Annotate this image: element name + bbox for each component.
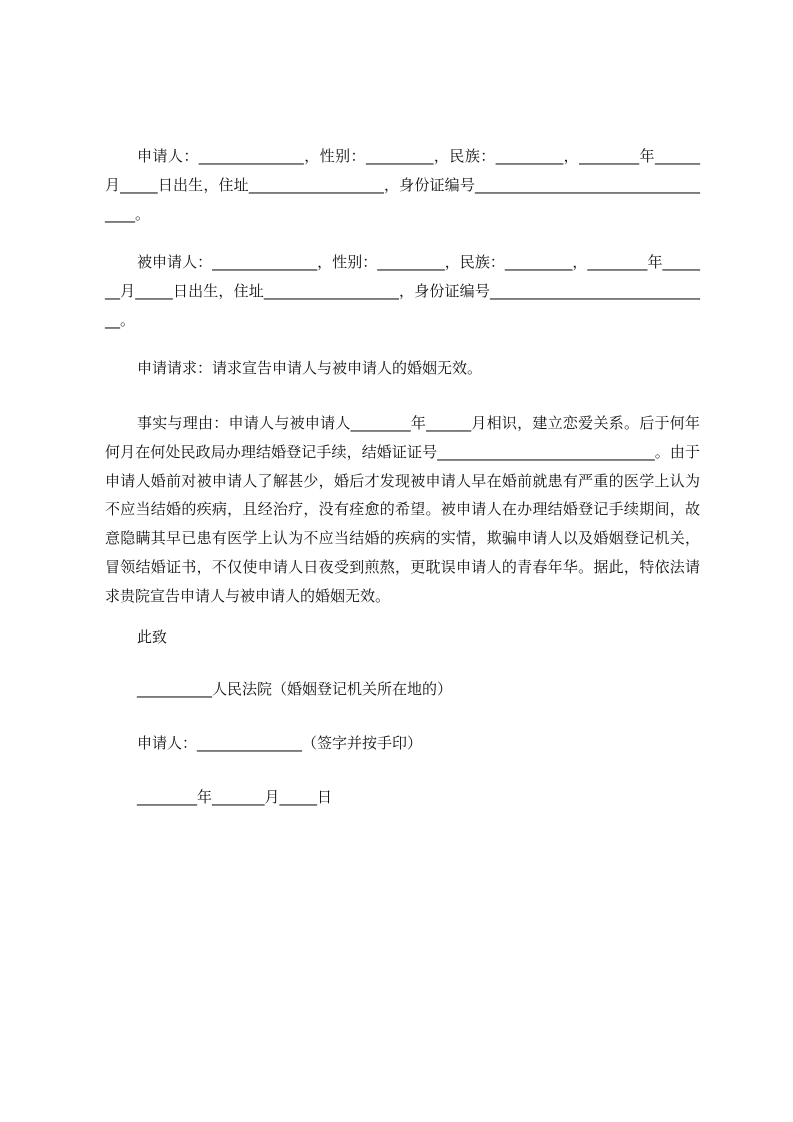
applicant-info-paragraph: 申请人：______________，性别：_________，民族：_________，________年______月_____日出生，住址__________________，身份证编号__________________________________。 [105,147,700,223]
date-line: ________年_______月_____日 [137,788,333,806]
respondent-info-paragraph: 被申请人：______________，性别：_________，民族：_________，________年_______月_____日出生，住址__________________，身份证编号______________________________。 [105,253,700,329]
facts-and-reasons-paragraph: 事实与理由：申请人与被申请人________年______月相识，建立恋爱关系。后于何年何月在何处民政局办理结婚登记手续，结婚证证号_____________________________。由于申请人婚前对被申请人了解甚少，婚后才发现被申请人早在婚前就患有严重的医学上认为不应当结婚的疾病，且经治疗，没有痊愈的希望。被申请人在办理结婚登记手续期间，故意隐瞒其早已患有医学上认为不应当结婚的疾病的实情，欺骗申请人以及婚姻登记机关，冒领结婚证书，不仅使申请人日夜受到煎熬，更耽误申请人的青春年华。据此，特依法请求贵院宣告申请人与被申请人的婚姻无效。 [105,414,700,605]
signature-line: 申请人：______________（签字并按手印） [137,734,423,752]
court-line: __________人民法院（婚姻登记机关所在地的） [137,680,453,698]
request-paragraph: 申请请求：请求宣告申请人与被申请人的婚姻无效。 [137,359,483,377]
salutation-line: 此致 [137,628,168,646]
